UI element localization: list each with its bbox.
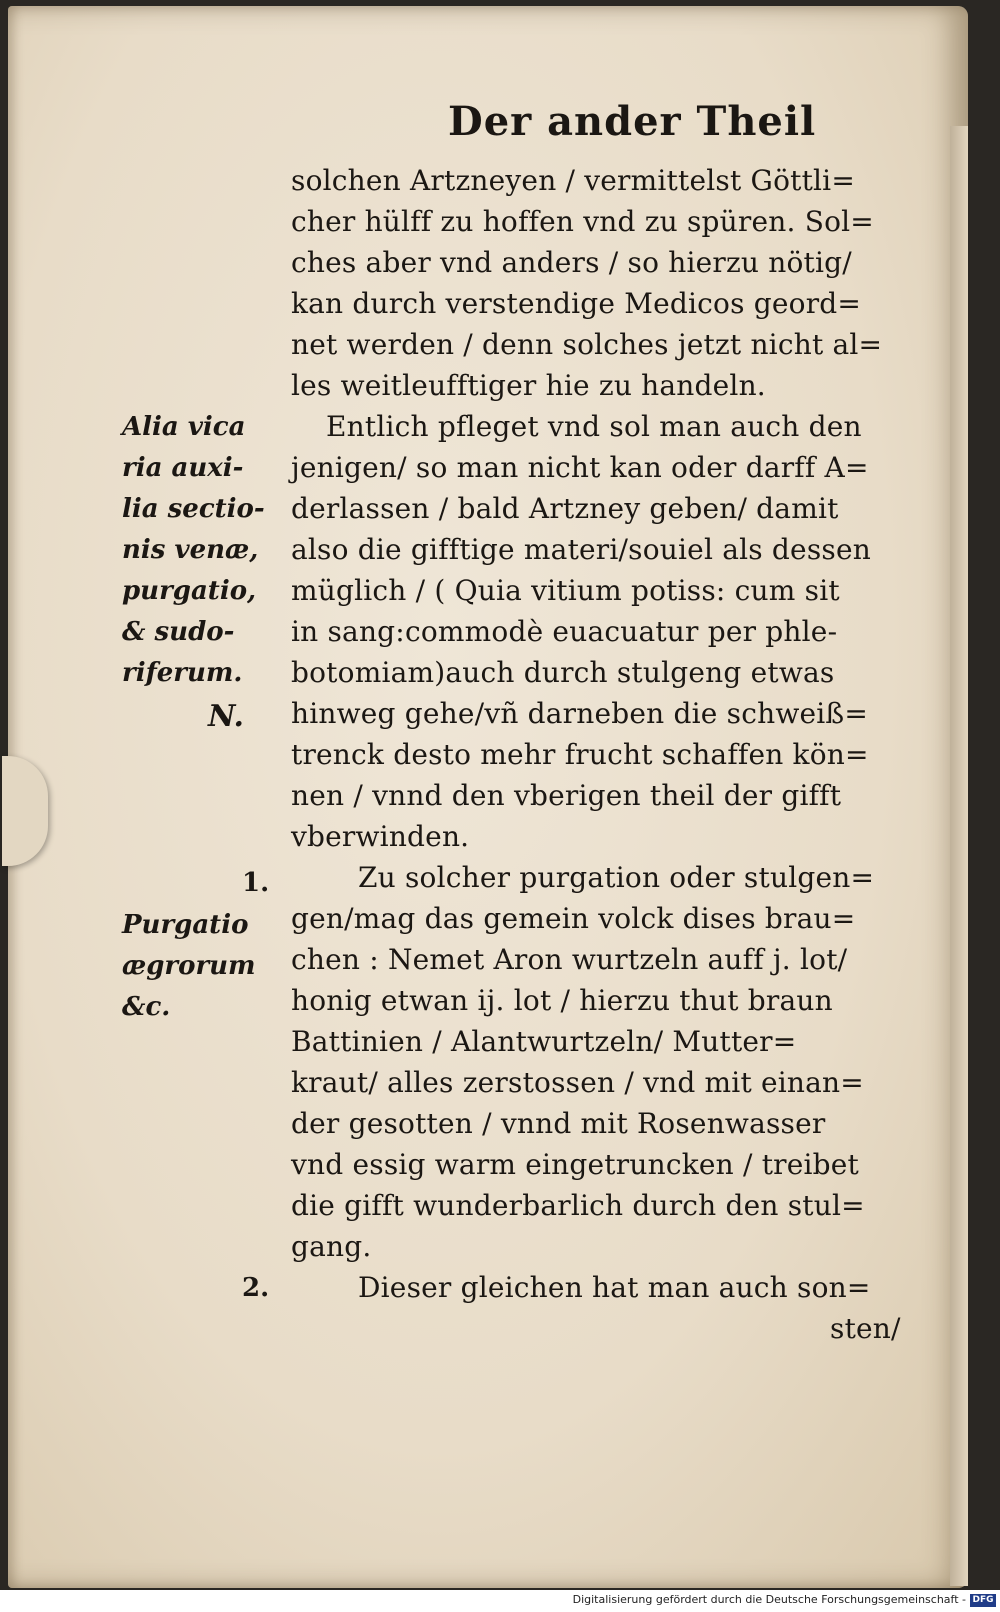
margin-number: 2. [242, 1273, 270, 1303]
dfg-logo-icon: DFG [970, 1594, 996, 1607]
body-line: botomiam)auch durch stulgeng etwas [291, 656, 835, 689]
body-line: honig etwan ij. lot / hierzu thut braun [291, 984, 833, 1017]
next-page-edge [950, 126, 968, 1586]
body-line: Dieser gleichen hat man auch son= [358, 1271, 871, 1304]
body-line: cher hülff zu hoffen vnd zu spüren. Sol= [291, 205, 874, 238]
body-line: vberwinden. [291, 820, 470, 853]
body-line: müglich / ( Quia vitium potiss: cum sit [291, 574, 840, 607]
body-line: jenigen/ so man nicht kan oder darff A= [291, 451, 869, 484]
margin-note-line: Purgatio [122, 910, 249, 940]
body-line: Battinien / Alantwurtzeln/ Mutter= [291, 1025, 797, 1058]
margin-note-line: nis venæ, [122, 535, 259, 565]
body-line: also die gifftige materi/souiel als dessen [291, 533, 871, 566]
page-tab-marker [2, 756, 48, 866]
body-line: in sang:commodè euacuatur per phle- [291, 615, 838, 648]
margin-note-line: ægrorum [122, 951, 256, 981]
margin-note-line: & sudo- [122, 617, 235, 647]
body-line: die gifft wunderbarlich durch den stul= [291, 1189, 865, 1222]
margin-note-line: N. [208, 699, 244, 734]
body-line: gen/mag das gemein volck dises brau= [291, 902, 856, 935]
margin-note-line: Alia vica [122, 412, 246, 442]
body-line: trenck desto mehr frucht schaffen kön= [291, 738, 869, 771]
running-head: Der ander Theil [448, 98, 817, 145]
margin-number: 1. [242, 868, 270, 898]
body-line: der gesotten / vnnd mit Rosenwasser [291, 1107, 826, 1140]
margin-note-line: ria auxi- [122, 453, 244, 483]
body-line: vnd essig warm eingetruncken / treibet [291, 1148, 860, 1181]
body-line: Entlich pfleget vnd sol man auch den [326, 410, 862, 443]
body-line: gang. [291, 1230, 372, 1263]
digitization-footer [0, 1590, 1000, 1612]
body-line: hinweg gehe/vñ darneben die schweiß= [291, 697, 868, 730]
body-line: net werden / denn solches jetzt nicht al= [291, 328, 883, 361]
body-line: chen : Nemet Aron wurtzeln auff j. lot/ [291, 943, 848, 976]
body-line: solchen Artzneyen / vermittelst Göttli= [291, 164, 855, 197]
body-line: kan durch verstendige Medicos geord= [291, 287, 862, 320]
margin-note-line: riferum. [122, 658, 243, 688]
body-line: nen / vnnd den vberigen theil der gifft [291, 779, 842, 812]
margin-note-line: &c. [122, 992, 171, 1022]
body-line: derlassen / bald Artzney geben/ damit [291, 492, 839, 525]
body-line: sten/ [830, 1312, 901, 1345]
body-line: les weitleufftiger hie zu handeln. [291, 369, 766, 402]
body-line: Zu solcher purgation oder stulgen= [358, 861, 875, 894]
footer-credit-text: Digitalisierung gefördert durch die Deutsche Forschungsgemeinschaft - [572, 1593, 966, 1606]
margin-note-line: lia sectio- [122, 494, 265, 524]
book-page [8, 6, 968, 1588]
body-line: ches aber vnd anders / so hierzu nötig/ [291, 246, 852, 279]
body-line: kraut/ alles zerstossen / vnd mit einan= [291, 1066, 864, 1099]
margin-note-line: purgatio, [122, 576, 257, 606]
